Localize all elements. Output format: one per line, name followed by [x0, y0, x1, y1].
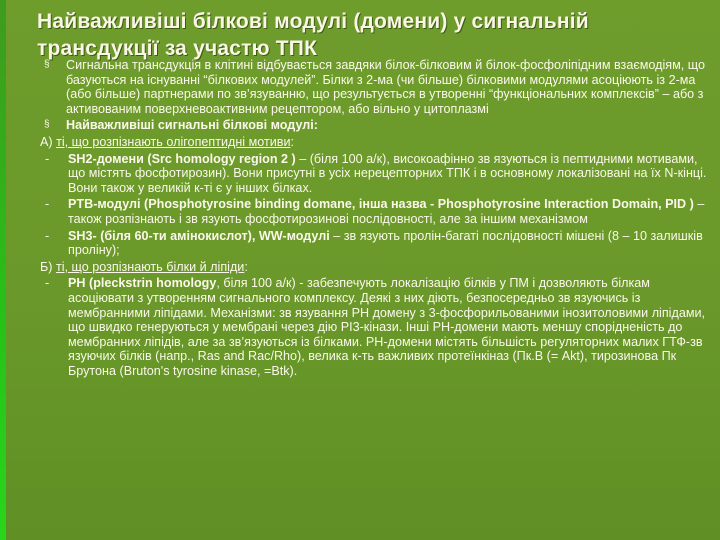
b1-description: , біля 100 а/к) - забезпечують локалізацію білків у ПМ і дозволяють білкам асоціювати з утворенням сигнального комплексу. Деякі з них діють, безпосередньо зв язуючись із мембранними ліпідами. Механізми: зв язування PH домену з 3-фосфорильованими інозитоловими ліпідами, що швидко генеруються у мембрані через дію PI3-кінази. Інші PH-домени мають меншу спорідненість до мембранних ліпідів, але за зв’язуються із білками. PH-домени містять більшість регуляторних малих ГТФ-зв язуючих білків (напр., Ras and Rac/Rho), велика к-ть важливих протеїнкіназ (Пк.В (= Akt), тирозинова Пк Брутона (Bruton's tyrosine kinase, =Btk). — [68, 276, 706, 378]
a3-term: SH3- (біля 60-ти амінокислот), WW-модулі — [68, 228, 330, 243]
list-item-b1 — [40, 276, 708, 378]
a1-description: – (біля 100 а/к), високоафінно зв язуються із пептидними мотивами, що містять фосфотирозин). Вони присутні в усіх нерецепторних ТПК і в основному локалізовані на їх N-кінці. Вони також у великій к-ті є у інших білках. — [68, 151, 707, 195]
section-bullet-icon: § — [44, 119, 50, 131]
group-b-title: ті, що розпізнають білки й ліпіди — [55, 259, 245, 274]
a1-term: SH2-домени (Src homology region 2 ) — [68, 151, 296, 166]
section-bullet-icon: § — [44, 59, 50, 70]
slide-title: Найважливіші білкові модулі (домени) у сигнальній трансдукції за участю ТПК — [37, 10, 589, 60]
list-item-a3 — [40, 229, 708, 258]
dash-bullet: - — [45, 276, 50, 291]
list-item-a2 — [40, 197, 708, 226]
group-b-heading — [40, 260, 708, 275]
left-accent-stripe — [0, 0, 6, 540]
dash-bullet: - — [45, 151, 50, 166]
list-item-a1 — [40, 152, 708, 196]
bullet-item-1 — [40, 58, 708, 116]
group-b-prefix: Б) — [40, 259, 56, 274]
bullet-text-2: Найважливіші сигнальні білкові модулі: — [66, 118, 318, 133]
bullet-text-1: Сигнальна трансдукція в клітині відбувається завдяки білок-білковим й білок-фосфоліпідним взаємодіям, що базуються на існуванні “білкових модулей”. Білки з 2-ма (чи більше) білковими модулями асоціюють із 2-ма (або більше) партнерами по зв’язуванню, що результується в утворенні “функціональних комплексів” – або з активованим поверхневоактивним рецептором, або вільно у цитоплазмі — [66, 58, 705, 116]
group-a-prefix: А) — [40, 134, 57, 149]
group-b-suffix: : — [244, 259, 248, 274]
group-a-title: ті, що розпізнають олігопептидні мотиви — [56, 134, 291, 149]
a2-description: – також розпізнають і зв язують фосфотирозинові послідовності, але за іншим механізмом — [68, 197, 705, 226]
b1-term: PH (pleckstrin homology — [68, 276, 217, 291]
group-a-suffix: : — [290, 134, 295, 149]
a3-description: – зв язують пролін-багаті послідовності мішені (8 – 10 залишків проліну); — [68, 228, 703, 258]
dash-bullet: - — [45, 228, 50, 243]
a2-term: PTB-модулі (Phosphotyrosine binding domane, інша назва - Phosphotyrosine Interaction Domain, PID ) — [68, 197, 694, 212]
group-a-heading — [40, 135, 708, 150]
slide-body — [40, 58, 708, 380]
dash-bullet: - — [45, 197, 50, 212]
bullet-item-2 — [40, 118, 708, 133]
